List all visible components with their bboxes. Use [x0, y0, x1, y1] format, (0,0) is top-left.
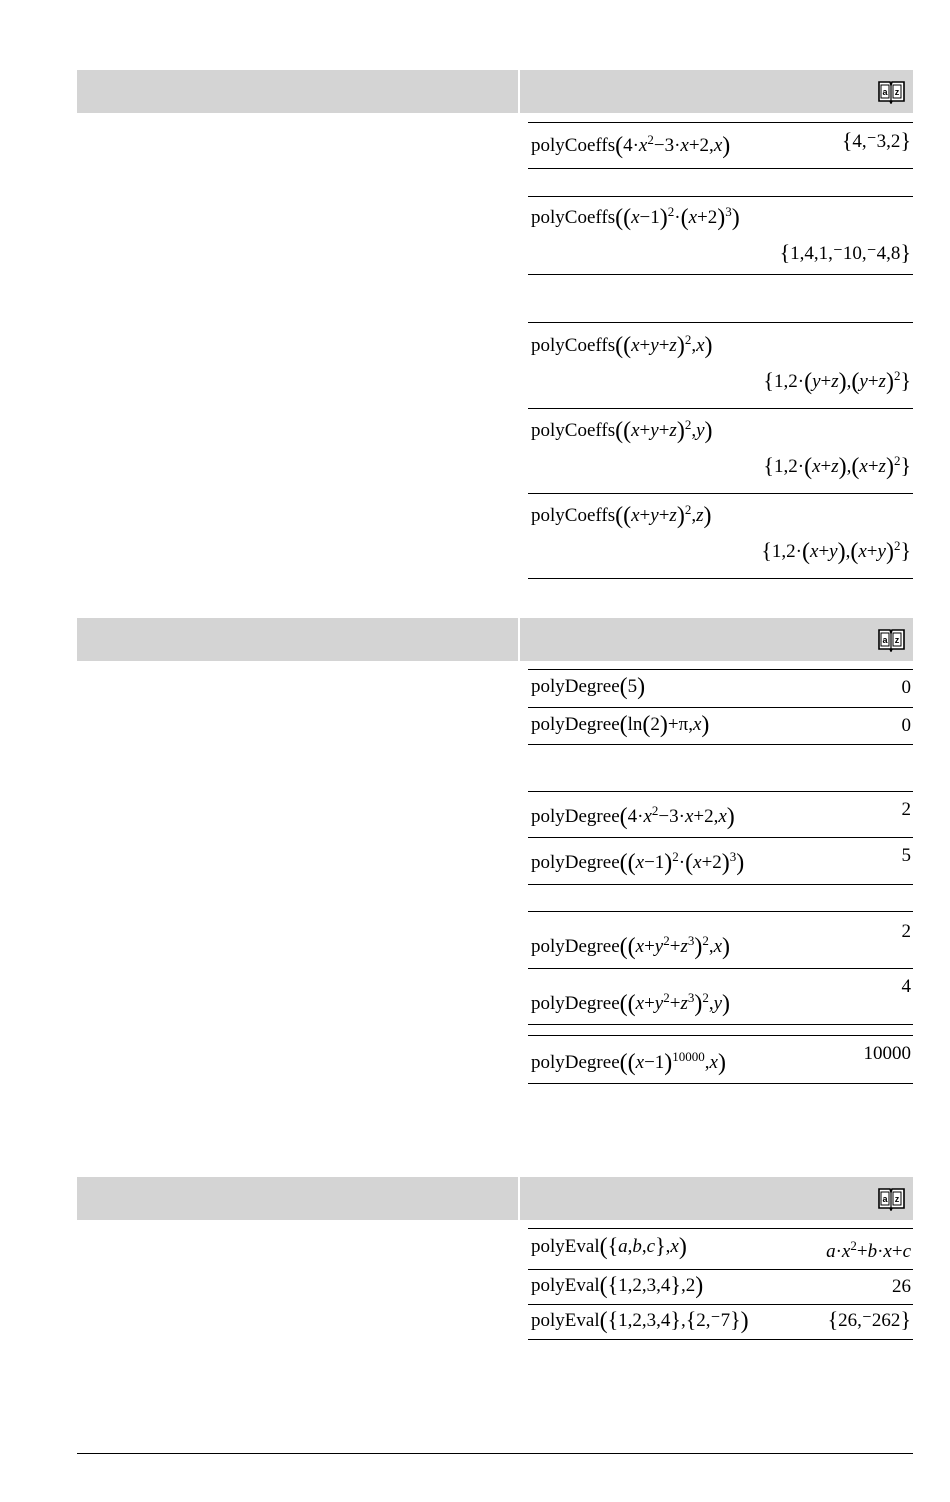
example-command: $polyCoeffs((x-1)^2\cdot(x+2)^3)$	[531, 204, 740, 231]
divider	[528, 274, 913, 275]
example-command: polyEval({1,2,3,4},2)	[531, 1272, 704, 1299]
example-result: {26,⁻262}	[827, 1307, 911, 1332]
svg-text:z: z	[894, 1194, 900, 1204]
divider	[528, 122, 913, 123]
example-result: $\{1,2\cdot(x+y),(x+y)^2\}$	[761, 538, 911, 565]
example-command: $polyDegree((x-1)^{10000},x)$	[531, 1049, 726, 1076]
example-result: 0	[901, 677, 911, 698]
example-result: {4,⁻3,2}	[841, 128, 911, 153]
svg-text:a: a	[882, 635, 888, 645]
example-result: 5	[901, 845, 911, 866]
example-result: 10000	[863, 1043, 911, 1064]
divider	[528, 1024, 913, 1025]
example-result: {1,4,1,⁻10,⁻4,8}	[779, 240, 911, 265]
section-header	[77, 618, 913, 661]
divider	[528, 744, 913, 745]
example-result: 0	[901, 715, 911, 736]
example-result: 2	[901, 799, 911, 820]
divider	[528, 968, 913, 969]
divider	[528, 196, 913, 197]
example-result: 4	[901, 976, 911, 997]
example-command: $polyCoeffs(4\cdot x^2-3\cdot x+2,x)$	[531, 132, 731, 159]
example-result: $\{1,2\cdot(x+z),(x+z)^2\}$	[763, 453, 911, 480]
divider	[528, 837, 913, 838]
example-command: $polyDegree(4\cdot x^2-3\cdot x+2,x)$	[531, 803, 735, 830]
svg-text:a: a	[882, 87, 888, 97]
example-result: 2	[901, 921, 911, 942]
divider	[528, 911, 913, 912]
example-command: polyEval({1,2,3,4},{2,⁻7})	[531, 1307, 749, 1334]
catalog-book-icon	[877, 78, 906, 104]
example-command: $polyDegree((x+y^2+z^3)^2,x)$	[531, 933, 731, 960]
catalog-book-icon	[877, 626, 906, 652]
divider	[528, 322, 913, 323]
divider	[528, 1035, 913, 1036]
svg-text:z: z	[894, 635, 900, 645]
divider	[528, 1083, 913, 1084]
example-command: $polyDegree((x-1)^2\cdot(x+2)^3)$	[531, 849, 745, 876]
divider	[528, 791, 913, 792]
example-command: polyDegree(5)	[531, 674, 646, 700]
example-command: $polyCoeffs((x+y+z)^2,y)$	[531, 417, 713, 444]
divider	[528, 707, 913, 708]
divider	[528, 578, 913, 579]
example-result: $a\cdot x^2+b\cdot x+c$	[826, 1238, 911, 1262]
catalog-book-icon	[877, 1185, 906, 1211]
header-divider	[518, 1177, 520, 1220]
divider	[528, 884, 913, 885]
section-header	[77, 1177, 913, 1220]
divider	[528, 408, 913, 409]
divider	[528, 168, 913, 169]
svg-text:z: z	[894, 87, 900, 97]
example-command: $polyCoeffs((x+y+z)^2,x)$	[531, 332, 713, 359]
divider	[528, 1228, 913, 1229]
header-divider	[518, 70, 520, 113]
header-divider	[518, 618, 520, 661]
divider	[528, 1339, 913, 1340]
example-command: polyDegree(ln(2)+π,x)	[531, 712, 710, 738]
section-header	[77, 70, 913, 113]
example-command: polyEval({a,b,c},x)	[531, 1233, 687, 1260]
footer-rule	[77, 1453, 913, 1454]
example-result: 26	[892, 1276, 911, 1297]
example-command: $polyDegree((x+y^2+z^3)^2,y)$	[531, 990, 731, 1017]
divider	[528, 1304, 913, 1305]
divider	[528, 493, 913, 494]
example-command: $polyCoeffs((x+y+z)^2,z)$	[531, 502, 712, 529]
example-result: $\{1,2\cdot(y+z),(y+z)^2\}$	[763, 368, 911, 395]
svg-text:a: a	[882, 1194, 888, 1204]
divider	[528, 669, 913, 670]
divider	[528, 1269, 913, 1270]
